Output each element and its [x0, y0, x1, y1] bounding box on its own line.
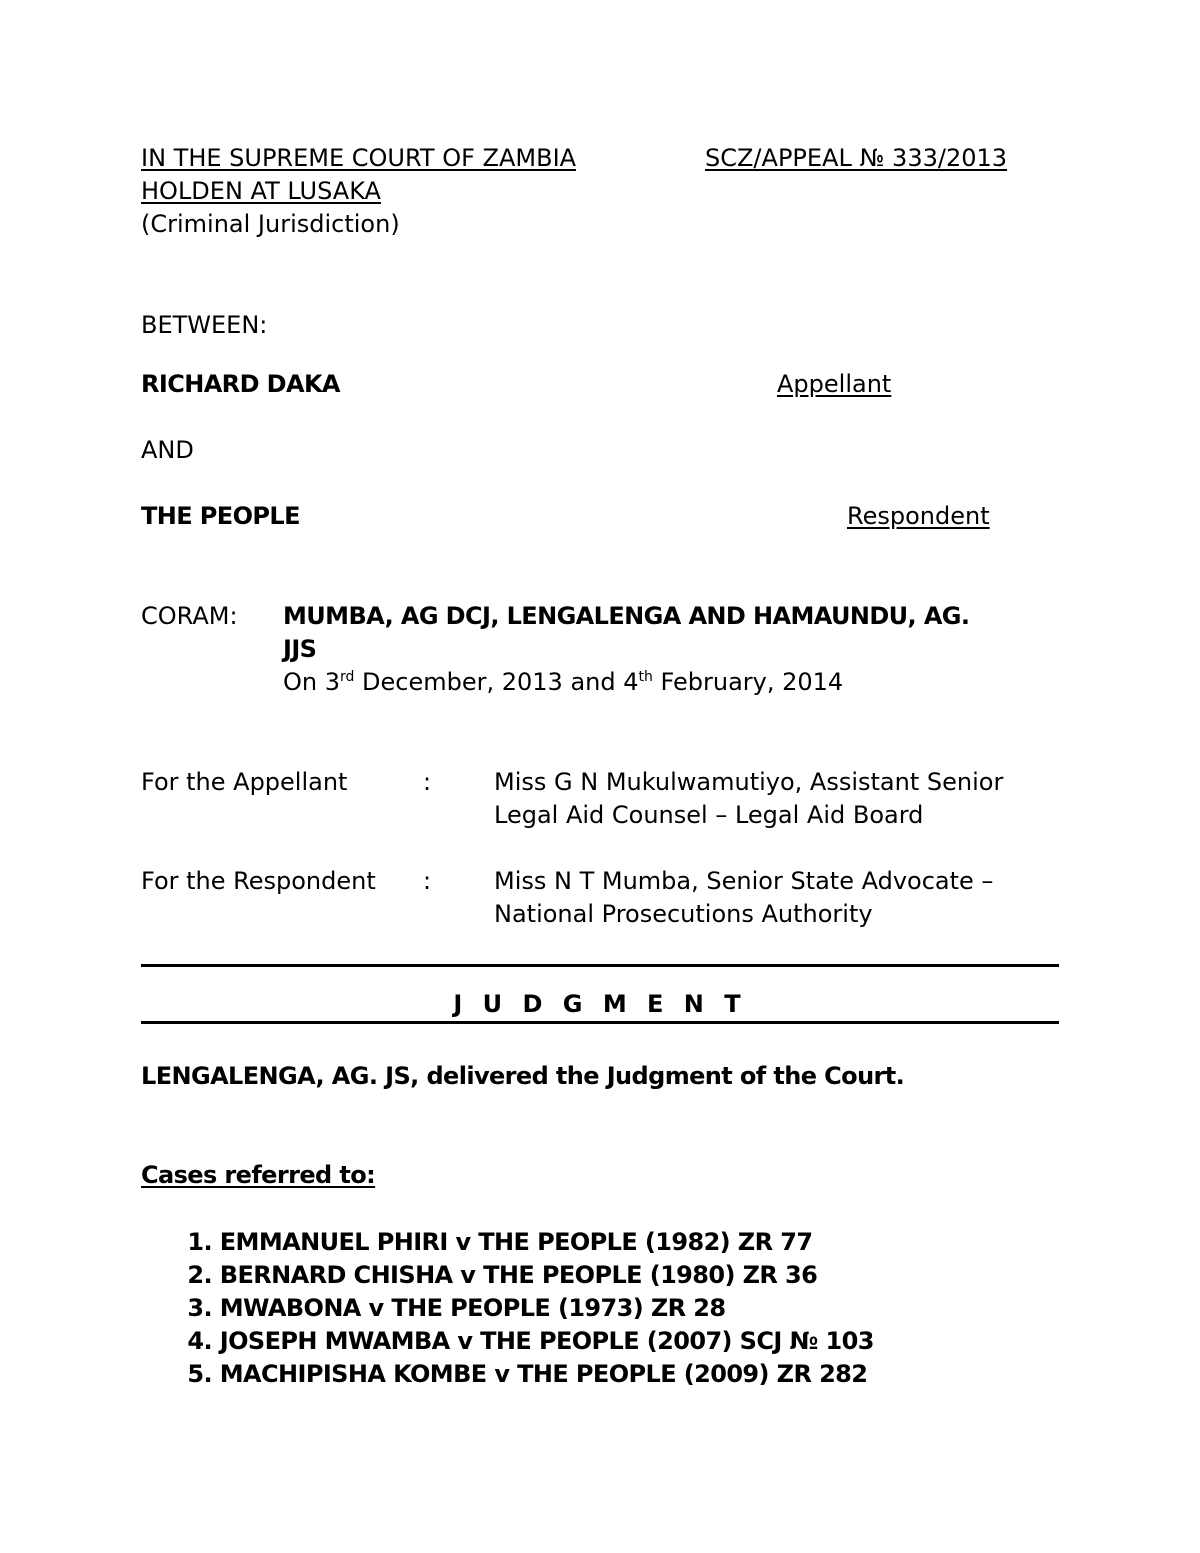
appellant-counsel-line2: Legal Aid Counsel – Legal Aid Board — [494, 801, 924, 829]
judgment-heading: J U D G M E N T — [453, 990, 747, 1018]
appellant-counsel-colon: : — [423, 768, 432, 796]
list-item — [141, 1358, 874, 1391]
between-label: BETWEEN: — [141, 311, 268, 339]
list-item — [141, 1259, 874, 1292]
holden-at: HOLDEN AT LUSAKA — [141, 177, 381, 205]
respondent-counsel-colon: : — [423, 867, 432, 895]
case-title: MACHIPISHA KOMBE v THE PEOPLE (2009) ZR 282 — [219, 1360, 868, 1388]
cases-heading: Cases referred to: — [141, 1161, 376, 1189]
appellant-counsel-line1: Miss G N Mukulwamutiyo, Assistant Senior — [494, 768, 1004, 796]
case-number-label: 2. — [187, 1261, 212, 1289]
respondent-counsel-line1: Miss N T Mumba, Senior State Advocate – — [494, 867, 994, 895]
delivered-by: LENGALENGA, AG. JS, delivered the Judgment of the Court. — [141, 1062, 905, 1090]
case-number: SCZ/APPEAL № 333/2013 — [705, 144, 1008, 172]
case-title: MWABONA v THE PEOPLE (1973) ZR 28 — [219, 1294, 726, 1322]
jurisdiction: (Criminal Jurisdiction) — [141, 210, 400, 238]
dates-sup2: th — [638, 669, 653, 685]
respondent-name: THE PEOPLE — [141, 502, 300, 530]
top-rule — [141, 964, 1059, 967]
respondent-counsel-line2: National Prosecutions Authority — [494, 900, 873, 928]
appellant-name: RICHARD DAKA — [141, 370, 340, 398]
court-name: IN THE SUPREME COURT OF ZAMBIA — [141, 144, 577, 172]
appellant-role: Appellant — [777, 370, 892, 398]
case-number-label: 4. — [187, 1327, 212, 1355]
case-title: JOSEPH MWAMBA v THE PEOPLE (2007) SCJ № 103 — [219, 1327, 874, 1355]
coram-judges-line1: MUMBA, AG DCJ, LENGALENGA AND HAMAUNDU, AG. — [283, 602, 970, 630]
case-title: BERNARD CHISHA v THE PEOPLE (1980) ZR 36 — [219, 1261, 818, 1289]
hearing-dates — [283, 666, 843, 699]
list-item — [141, 1226, 874, 1259]
list-item — [141, 1292, 874, 1325]
bottom-rule — [141, 1021, 1059, 1024]
dates-suffix: February, 2014 — [652, 668, 844, 696]
cases-list — [141, 1226, 874, 1391]
case-number-label: 3. — [187, 1294, 212, 1322]
appellant-counsel-label: For the Appellant — [141, 768, 348, 796]
dates-mid: December, 2013 and 4 — [354, 668, 639, 696]
dates-sup1: rd — [340, 669, 355, 685]
dates-prefix: On 3 — [283, 668, 340, 696]
coram-label: CORAM: — [141, 602, 238, 630]
case-number-label: 5. — [187, 1360, 212, 1388]
and-label: AND — [141, 436, 194, 464]
case-title: EMMANUEL PHIRI v THE PEOPLE (1982) ZR 77 — [219, 1228, 813, 1256]
list-item — [141, 1325, 874, 1358]
respondent-counsel-label: For the Respondent — [141, 867, 376, 895]
respondent-role: Respondent — [847, 502, 990, 530]
coram-judges-line2: JJS — [283, 635, 317, 663]
case-number-label: 1. — [187, 1228, 212, 1256]
